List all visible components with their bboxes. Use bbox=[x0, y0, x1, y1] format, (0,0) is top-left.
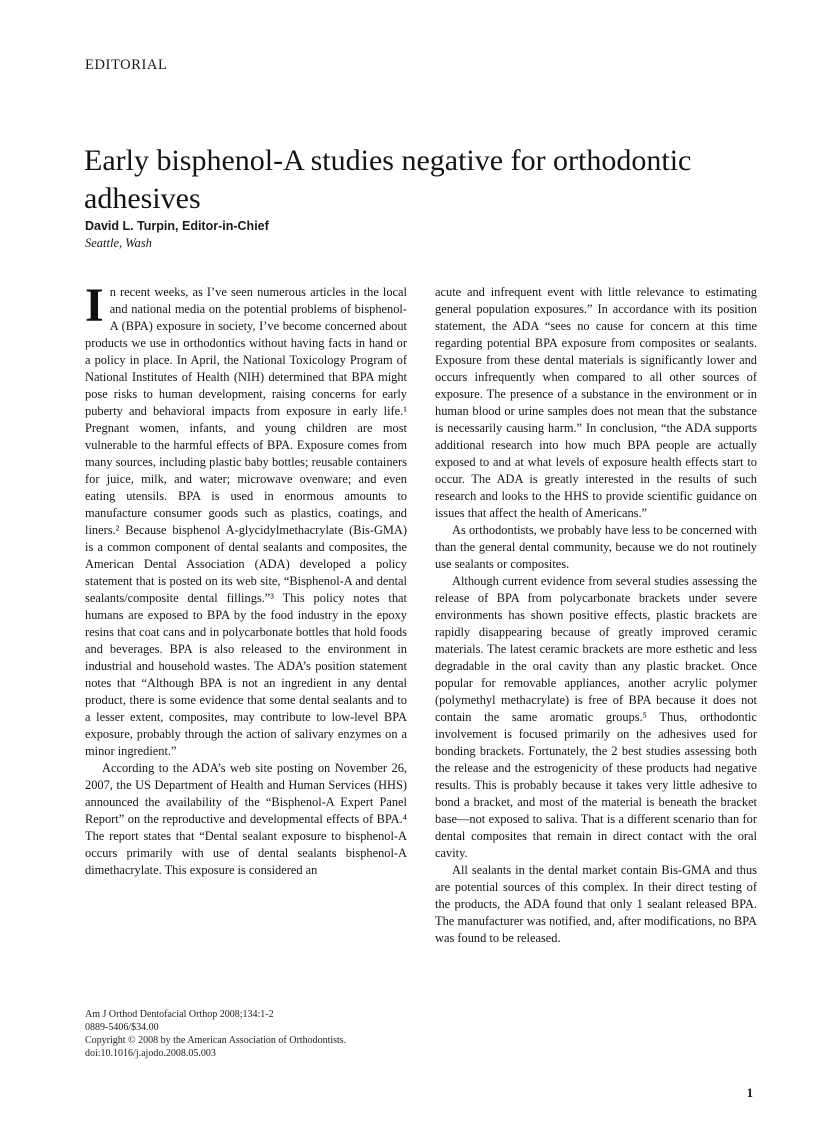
footnote-issn-price: 0889-5406/$34.00 bbox=[85, 1022, 159, 1033]
paragraph-orthodontists: As orthodontists, we probably have less to be concerned with than the general dental community, because we do not routinely use sealants or composites. bbox=[435, 523, 757, 571]
paragraph-ada-posting: According to the ADA’s web site posting on November 26, 2007, the US Department of Health and Human Services (HHS) announced the availability of the “Bisphenol-A Expert Panel Report” on the reproductive and developmental effects of BPA.⁴ The report states that “Dental sealant exposure to bisphenol-A occurs primarily with use of dental sealants bisphenol-A dimethacrylate. This exposure is considered an bbox=[85, 761, 407, 877]
paragraph-sealants: All sealants in the dental market contain Bis-GMA and thus are potential sources of this complex. In their direct testing of the products, the ADA found that only 1 sealant released BPA. The manufacturer was notified, and, after modifications, no BPA was found to be released. bbox=[435, 863, 757, 945]
footnote-copyright: Copyright © 2008 by the American Association of Orthodontists. bbox=[85, 1035, 347, 1046]
paragraph-ada-statement: acute and infrequent event with little relevance to estimating general population exposures.” In accordance with its position statement, the ADA “sees no cause for concern at this time regarding potential BPA exposure from composites or sealants. Exposure from these dental materials is significantly lower and occurs infrequently when compared to all other sources of exposure. The presence of a substance in the environment or in human blood or urine samples does not mean that the substance is necessarily causing harm.” In conclusion, “the ADA supports additional research into how much BPA people are actually exposed to and at what levels of exposure health effects start to occur. The ADA is greatly interested in the results of such research and looks to the HHS to provide scientific guidance on issues that affect the health of Americans.” bbox=[435, 285, 757, 520]
author-location: Seattle, Wash bbox=[85, 236, 152, 250]
section-label: EDITORIAL bbox=[85, 57, 168, 73]
page-number: 1 bbox=[746, 1086, 753, 1100]
author-name: David L. Turpin, Editor-in-Chief bbox=[85, 219, 269, 233]
footnote-citation: Am J Orthod Dentofacial Orthop 2008;134:1-2 bbox=[85, 1009, 274, 1020]
footnote-doi: doi:10.1016/j.ajodo.2008.05.003 bbox=[85, 1048, 216, 1059]
paragraph-intro bbox=[85, 279, 407, 760]
paragraph-intro-text: n recent weeks, as I’ve seen numerous articles in the local and national media on the potential problems of bisphenol-A (BPA) exposure in society, I’ve become concerned about products we use in orthodontics without having facts in hand or a policy in place. In April, the National Toxicology Program of National Institutes of Health (NIH) determined that BPA might pose risks to human development, raising concerns for early puberty and behavioral impacts from exposure in early life.¹ Pregnant women, infants, and young children are most vulnerable to the harmful effects of BPA. Exposure comes from many sources, including plastic baby bottles; reusable containers for juice, milk, and water; microwave ovenware; and even eating utensils. BPA is used in enormous amounts to manufacture consumer goods such as plastics, coatings, and liners.² Because bisphenol A-glycidylmethacrylate (Bis-GMA) is a common component of dental sealants and composites, the American Dental Association (ADA) developed a policy statement that is posted on its web site, “Bisphenol-A and dental sealants/composite dental fillings.”³ This policy notes that humans are exposed to BPA by the food industry in the epoxy resins that coat cans and in polycarbonate bottles that hold foods and beverages. BPA is also released to the environment in industrial and household wastes. The ADA’s position statement notes that “Although BPA is not an ingredient in any dental product, there is some evidence that some dental sealants and to a lesser extent, composites, may contribute to low-level BPA exposure, probably through the action of salivary enzymes on a minor ingredient.” bbox=[85, 285, 407, 758]
left-column bbox=[85, 279, 407, 947]
paragraph-brackets: Although current evidence from several studies assessing the release of BPA from polycarbonate brackets under severe environments has shown positive effects, plastic brackets are rapidly disappearing because of greatly improved ceramic materials. The latest ceramic brackets are more esthetic and less degradable in the oral cavity than any plastic bracket. Once popular for removable appliances, another acrylic polymer (polymethyl methacrylate) is free of BPA because it does not contain the same aromatic groups.⁵ Thus, orthodontic involvement is focused primarily on the adhesives used for bonding brackets. Fortunately, the 2 best studies assessing both the release and the estrogenicity of these products had negative results. This is probably because it takes very little adhesive to bond a bracket, and most of the material is beneath the bracket base—not exposed to saliva. That is a different scenario than for dental composites that remain in direct contact with the oral cavity. bbox=[435, 574, 757, 860]
article-title: Early bisphenol-A studies negative for orthodontic adhesives bbox=[84, 144, 692, 216]
drop-cap: I bbox=[85, 279, 104, 332]
article-body bbox=[85, 279, 757, 947]
journal-footnote bbox=[85, 1008, 425, 1060]
right-column bbox=[435, 284, 757, 947]
